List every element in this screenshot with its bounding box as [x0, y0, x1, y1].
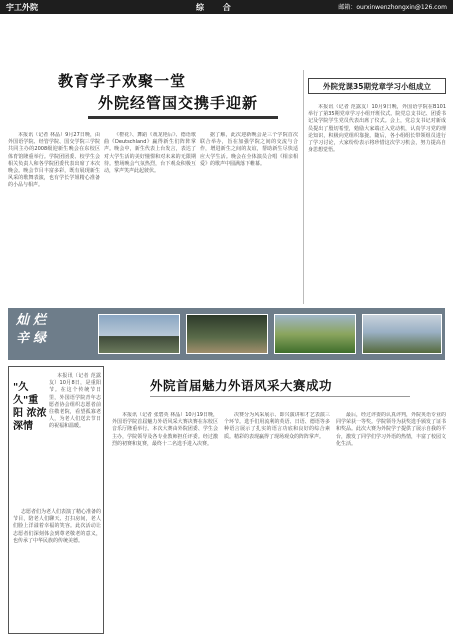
- left-article-column-2: [13, 509, 101, 545]
- photo-banner: [8, 308, 445, 360]
- column-divider: [303, 70, 304, 304]
- side-article-text: 本报讯（记者 范露友）10月9日晚，外国语学院在B101举行了第35期党章学习小组开班仪式。院党总支书记、团委书记及学院学生党员代表出席了仪式。会上，党总支书记对新成员提出了殷切希望，勉励大家端正入党动机，认真学习党的理论知识，积极向党组织靠拢。随后，各小组组长带领组员进行了学习讨论，大家纷纷表示将珍惜这次学习机会，努力提高自身思想觉悟。: [308, 104, 446, 154]
- headline-underline: [88, 116, 278, 119]
- photo-2: [186, 314, 268, 354]
- article1-text-2: 《橙花》、舞蹈《戏龙艳后》、德语歌曲《Deutschland》赢得新生们阵阵掌声。晚会中，新生代表上台发言，表达了对大学生活的美好憧憬和对未来的无限期待。整场晚会气氛热烈，台下观众积极互动，掌声笑声此起彼伏。: [104, 132, 196, 175]
- banner-title-line2: 辛绿: [16, 331, 51, 346]
- article2-title-rule: [150, 396, 410, 397]
- left-article-title: "久久"重阳 浓浓深情: [13, 382, 47, 432]
- article1-text-3: 据了解，此次迎新晚会是三个学院首次联合举办，旨在加强学院之间的交流与合作，增进新生之间的友谊，帮助新生尽快适应大学生活。晚会在全体演员合唱《相亲相爱》的歌声中圆满落下帷幕。: [200, 132, 298, 167]
- side-article-body: [308, 104, 446, 304]
- banner-title-line1: 灿烂: [16, 313, 51, 328]
- article2-text-2: 决赛分为风采展示、即兴演讲和才艺表演三个环节。选手们用流利的英语、日语、德语等多种语言展示了扎实的语言功底和良好的综合素质。精彩的表现赢得了现场观众的阵阵掌声。: [224, 412, 330, 440]
- left-article-column-1: [49, 373, 101, 431]
- side-article-title: 外院党课35期党章学习小组成立: [308, 78, 446, 94]
- photo-1: [98, 314, 180, 354]
- article2-column-1: [112, 412, 218, 634]
- masthead: [0, 0, 453, 14]
- article1-column-2: [104, 132, 196, 302]
- photo-3: [274, 314, 356, 354]
- left-article-text-1: 本报讯（记者 范露友）10月8日，是重阳节。在这个传统节日里，外国语学院青年志愿者协会组织志愿者前往敬老院，看望孤寡老人，为老人们送去节日的祝福和温暖。: [49, 373, 101, 430]
- article1-text-1: 本报讯（记者 林晶）9月27日晚，由外国语学院、经管学院、国交学院三学院共同主办的2008级迎新生晚会在东校区体育馆隆重举行。学院团团委、校学生会相关负责人和各学院团委代表出席了本次晚会。晚会节目丰富多彩，既有展现新生风采的歌舞表演，也有学长学姐精心准备的小品与相声。: [8, 132, 100, 189]
- article1-column-3: [200, 132, 298, 302]
- section-name: 宇工外院: [6, 3, 38, 12]
- left-article-box: [8, 366, 104, 634]
- banner-title: [16, 312, 50, 348]
- photo-4: [362, 314, 442, 354]
- contact-email: 邮箱：ourxinwenzhongxin@126.com: [338, 4, 447, 11]
- article1-headline: [8, 70, 298, 126]
- article1-column-1: [8, 132, 100, 302]
- article2-column-3: [336, 412, 446, 634]
- left-article-text-2: 志愿者们为老人们表演了精心准备的节目，陪老人们聊天、打扫房间，老人们脸上洋溢着幸福的笑容。此次活动让志愿者们深刻体会到尊老敬老的意义，也传承了中华民族的传统美德。: [13, 509, 102, 544]
- article2-title: 外院首届魅力外语风采大赛成功: [150, 378, 333, 393]
- article2-text-1: 本报讯（记者 张碧英 林晶）10月19日晚，外国语学院首届魅力外语风采大赛决赛在东校区音乐厅隆重举行。本次大赛由外院团委、学生会主办，学院领导及各专业教师担任评委。经过激烈的初赛和复赛，最终十二名选手进入决赛。: [112, 412, 218, 447]
- article2-column-2: [224, 412, 330, 634]
- article2-text-3: 最后，经过评委的认真评判，外院英语专业的同学荣获一等奖。学院领导为获奖选手颁发了证书和奖品。此次大赛为外院学子提供了展示自我的平台，激发了同学们学习外语的热情，丰富了校园文化生活。: [336, 412, 446, 447]
- article1-title-line2: 外院经管国交携手迎新: [98, 94, 259, 112]
- article1-title-line1: 教育学子欢聚一堂: [58, 72, 187, 90]
- section-center-title: 综 合: [196, 3, 239, 12]
